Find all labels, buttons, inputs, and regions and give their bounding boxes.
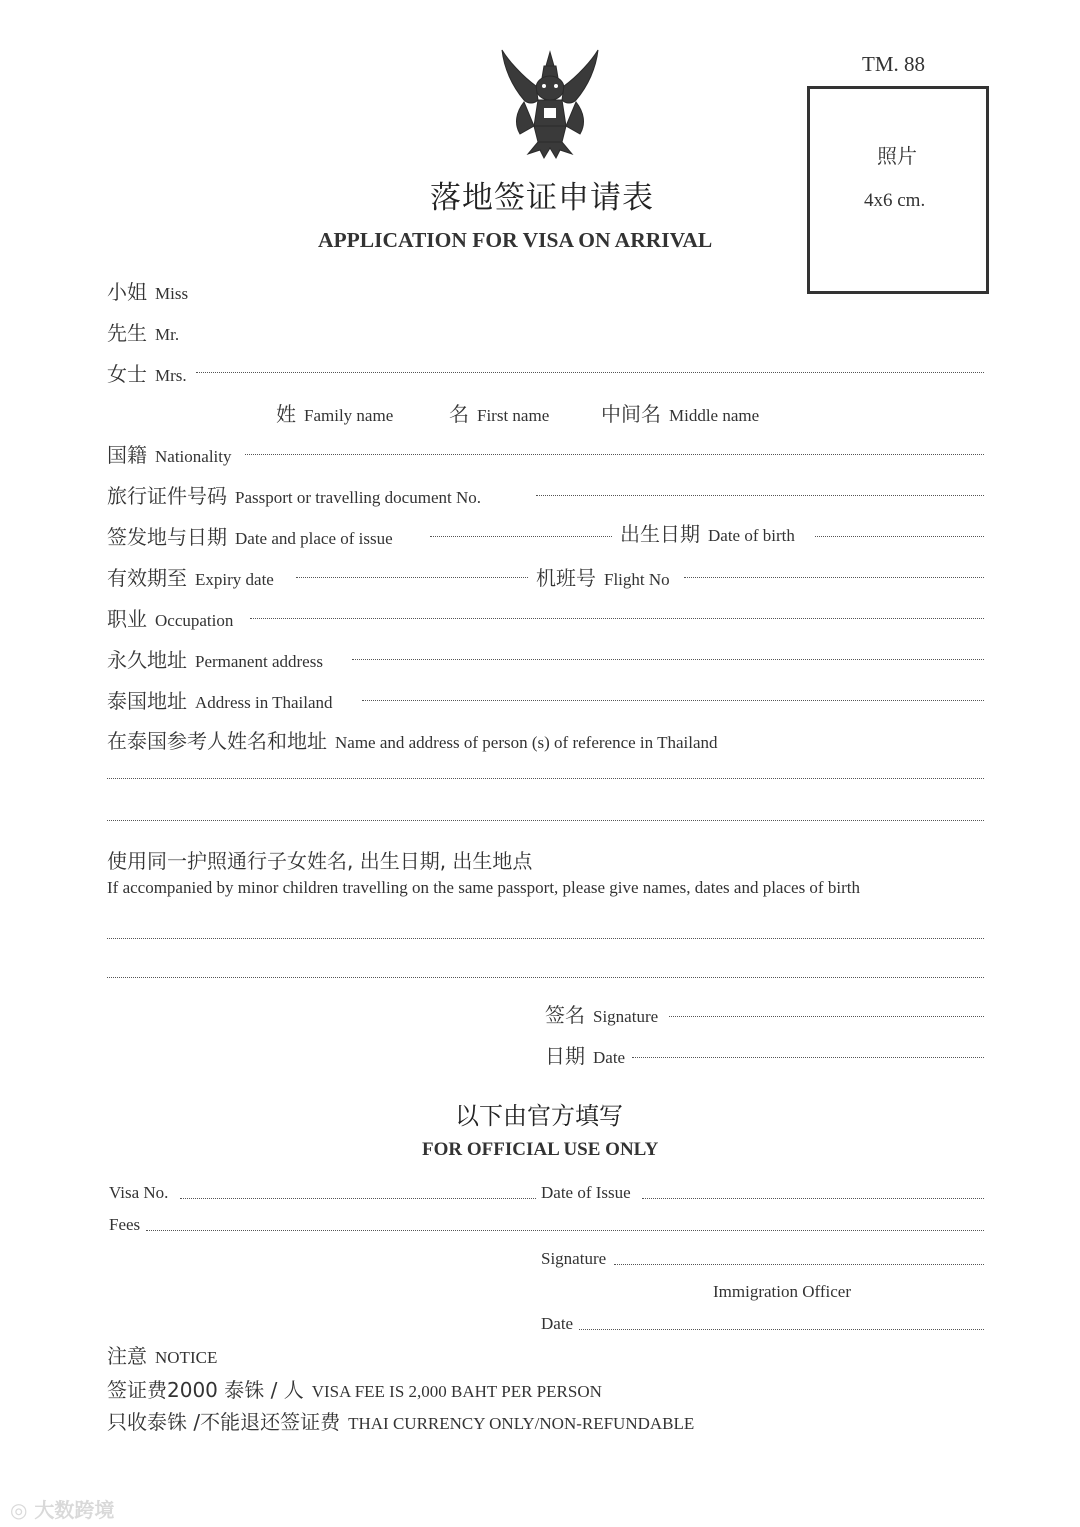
mr-en: Mr. xyxy=(155,325,180,344)
date-of-issue-label: Date of Issue xyxy=(541,1183,631,1202)
issue-field[interactable] xyxy=(430,536,612,537)
official-date-label: Date xyxy=(541,1314,574,1333)
date-field[interactable] xyxy=(632,1057,984,1058)
passport-field[interactable] xyxy=(536,495,984,496)
page-title-en: APPLICATION FOR VISA ON ARRIVAL xyxy=(318,228,713,252)
expiry-label: 有效期至 Expiry date xyxy=(107,566,274,590)
family-name-label: 姓 Family name xyxy=(276,402,394,426)
dob-field[interactable] xyxy=(815,536,984,537)
photo-label: 照片 xyxy=(877,144,917,168)
official-title-zh: 以下由官方填写 xyxy=(455,1102,623,1130)
fees-label: Fees xyxy=(109,1215,141,1234)
issue-label: 签发地与日期 Date and place of issue xyxy=(107,525,393,549)
mrs-en: Mrs. xyxy=(155,366,187,385)
official-title-en: FOR OFFICIAL USE ONLY xyxy=(422,1139,659,1160)
expiry-field[interactable] xyxy=(296,577,528,578)
passport-label: 旅行证件号码 Passport or travelling document No. xyxy=(107,484,481,508)
nationality-field[interactable] xyxy=(245,454,984,455)
permanent-address-label: 永久地址 Permanent address xyxy=(107,648,323,672)
watermark-logo-icon: ◎ xyxy=(10,1498,28,1522)
mr-zh: 先生 xyxy=(107,321,147,345)
official-signature-field[interactable] xyxy=(614,1264,984,1265)
photo-size: 4x6 cm. xyxy=(864,190,926,211)
signature-label: 签名 Signature xyxy=(545,1003,659,1027)
first-name-label: 名 First name xyxy=(449,402,550,426)
reference-field-line-1[interactable] xyxy=(107,778,984,779)
visa-no-field[interactable] xyxy=(180,1198,536,1199)
reference-label: 在泰国参考人姓名和地址 Name and address of person (s) of reference in Thailand xyxy=(107,729,718,753)
fees-field[interactable] xyxy=(146,1230,984,1231)
thai-address-field[interactable] xyxy=(362,700,984,701)
signature-field[interactable] xyxy=(669,1016,984,1017)
name-field[interactable] xyxy=(196,372,984,373)
mrs-zh: 女士 xyxy=(107,362,147,386)
miss-zh: 小姐 xyxy=(107,280,147,304)
middle-name-label: 中间名 Middle name xyxy=(601,402,760,426)
thai-address-label: 泰国地址 Address in Thailand xyxy=(107,689,333,713)
children-label-en: If accompanied by minor children travelling on the same passport, please give names, dates and places of birth xyxy=(107,878,860,897)
salutation-mr[interactable] xyxy=(107,317,179,346)
notice-line-2: 只收泰铢 /不能退还签证费 THAI CURRENCY ONLY/NON-REFUNDABLE xyxy=(107,1410,695,1434)
children-field-line-2[interactable] xyxy=(107,977,984,978)
form-code: TM. 88 xyxy=(862,52,925,76)
garuda-emblem-icon xyxy=(494,46,606,164)
flight-field[interactable] xyxy=(684,577,984,578)
official-date-field[interactable] xyxy=(579,1329,984,1330)
immigration-officer-label: Immigration Officer xyxy=(713,1282,852,1301)
flight-label: 机班号 Flight No xyxy=(536,566,670,590)
salutation-miss[interactable] xyxy=(107,276,188,305)
salutation-mrs[interactable] xyxy=(107,358,187,387)
dob-label: 出生日期 Date of birth xyxy=(620,522,795,546)
notice-line-1: 签证费2000 泰铢 / 人 VISA FEE IS 2,000 BAHT PER PERSON xyxy=(107,1378,602,1402)
occupation-field[interactable] xyxy=(250,618,984,619)
date-of-issue-field[interactable] xyxy=(642,1198,984,1199)
reference-field-line-2[interactable] xyxy=(107,820,984,821)
official-signature-label: Signature xyxy=(541,1249,607,1268)
visa-no-label: Visa No. xyxy=(109,1183,169,1202)
page-title-zh: 落地签证申请表 xyxy=(430,180,654,216)
children-field-line-1[interactable] xyxy=(107,938,984,939)
permanent-address-field[interactable] xyxy=(352,659,984,660)
date-label: 日期 Date xyxy=(545,1044,626,1068)
notice-title: 注意 NOTICE xyxy=(107,1344,218,1368)
children-label-zh: 使用同一护照通行子女姓名, 出生日期, 出生地点 xyxy=(107,849,533,873)
watermark-text: 大数跨境 xyxy=(34,1498,115,1522)
miss-en: Miss xyxy=(155,284,189,303)
nationality-label: 国籍 Nationality xyxy=(107,443,232,467)
watermark xyxy=(10,1494,114,1523)
occupation-label: 职业 Occupation xyxy=(107,607,234,631)
